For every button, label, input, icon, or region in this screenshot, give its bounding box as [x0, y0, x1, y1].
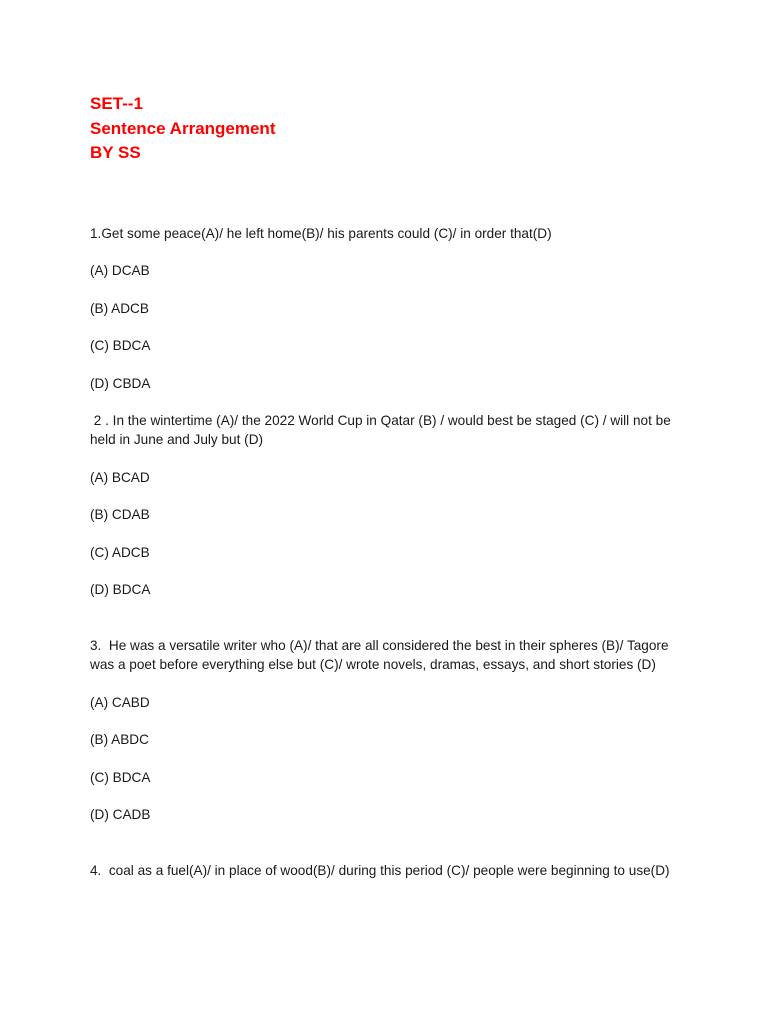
option-b: (B) CDAB [90, 507, 150, 522]
option-a: (A) BCAD [90, 469, 150, 485]
option-c: (C) BDCA [90, 769, 151, 785]
option-b: (B) ABDC [90, 732, 149, 747]
question-1 [90, 224, 680, 393]
set-title: SET--1 [90, 94, 143, 113]
question-text: 2 . In the wintertime (A)/ the 2022 World Cup in Qatar (B) / would best be staged (C) / will not be held in June and July but (D) [90, 413, 675, 447]
author-line: BY SS [90, 143, 141, 162]
question-text: 4. coal as a fuel(A)/ in place of wood(B)/ during this period (C)/ people were beginning to use(D) [90, 863, 670, 878]
document-page [90, 92, 680, 880]
option-b: (B) ADCB [90, 300, 149, 316]
question-4 [90, 861, 680, 880]
option-a: (A) CABD [90, 694, 150, 710]
option-d: (D) CADB [90, 807, 151, 822]
option-c: (C) ADCB [90, 544, 150, 560]
question-2 [90, 411, 680, 599]
option-c: (C) BDCA [90, 338, 151, 353]
topic-title: Sentence Arrangement [90, 118, 276, 138]
question-3 [90, 636, 680, 824]
question-text: 1.Get some peace(A)/ he left home(B)/ his parents could (C)/ in order that(D) [90, 225, 552, 241]
option-d: (D) BDCA [90, 582, 151, 597]
question-text: 3. He was a versatile writer who (A)/ that are all considered the best in their spheres (B)/ Tagore was a poet before everything else but (C)/ wrote novels, dramas, essays, and short stories (D) [90, 638, 673, 672]
option-d: (D) CBDA [90, 375, 151, 391]
option-a: (A) DCAB [90, 263, 150, 278]
